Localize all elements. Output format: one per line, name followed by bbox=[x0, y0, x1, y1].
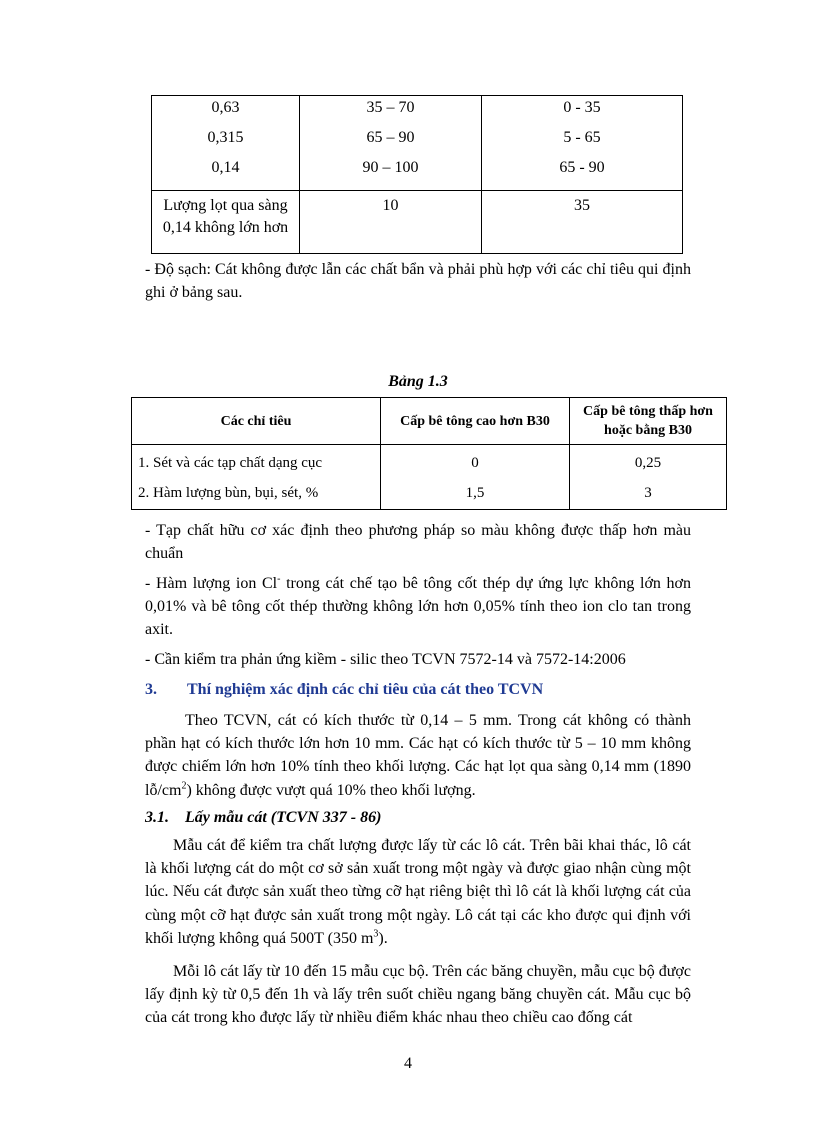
row-label: 0,14 không lớn hơn bbox=[162, 219, 289, 236]
text-span: ). bbox=[378, 929, 388, 947]
table-cell bbox=[482, 96, 683, 191]
table-row bbox=[132, 479, 727, 510]
text-span: ) không được vượt quá 10% theo khối lượng. bbox=[186, 781, 476, 799]
range-value: 65 – 90 bbox=[366, 129, 415, 146]
table-cell: 1,5 bbox=[381, 479, 570, 510]
sieve-size: 0,63 bbox=[211, 99, 240, 116]
section-heading-3 bbox=[145, 678, 691, 701]
range-value: 35 – 70 bbox=[366, 99, 415, 116]
section-number: 3. bbox=[145, 681, 157, 698]
grading-table-continuation bbox=[151, 95, 683, 254]
table-cell bbox=[300, 96, 482, 191]
section-title: Thí nghiệm xác định các chỉ tiêu của cát theo TCVN bbox=[187, 681, 544, 698]
superscript: - bbox=[277, 573, 281, 585]
paragraph-mau-1 bbox=[145, 834, 691, 950]
table-row bbox=[152, 191, 683, 254]
range-value: 0 - 35 bbox=[563, 99, 601, 116]
table-cell bbox=[152, 96, 300, 191]
column-header: Các chỉ tiêu bbox=[132, 398, 381, 445]
superscript: 2 bbox=[181, 780, 187, 792]
text-span: Mẫu cát để kiểm tra chất lượng được lấy từ các lô cát. Trên bãi khai thác, lô cát là khối lượng cát do một cơ sở sản xuất trong một ngày và được giao nhận cùng một lúc. Nếu cát được sản xuất theo từng cỡ hạt riêng biệt thì lô cát là khối lượng cát của cùng một cỡ hạt được sản xuất trong một ngày. Lô cát tại các kho được qui định với khối lượng không quá 500T (350 m bbox=[145, 837, 691, 947]
paragraph-mau-2: Mỗi lô cát lấy từ 10 đến 15 mẫu cục bộ. Trên các băng chuyền, mẫu cục bộ được lấy định kỳ từ 0,5 đến 1h và lấy trên suốt chiều ngang băng chuyền cát. Mẫu cục bộ của cát trong kho được lấy từ nhiều điểm khác nhau theo chiều cao đống cát bbox=[145, 963, 691, 1027]
section-heading-3-1 bbox=[145, 806, 691, 829]
table-cell bbox=[152, 191, 300, 254]
section-title: Lấy mẫu cát (TCVN 337 - 86) bbox=[185, 809, 382, 826]
row-label: 2. Hàm lượng bùn, bụi, sét, % bbox=[132, 479, 381, 510]
column-header: Cấp bê tông cao hơn B30 bbox=[381, 398, 570, 445]
sieve-size: 0,315 bbox=[207, 129, 244, 146]
table-cell: 0,25 bbox=[570, 445, 727, 480]
range-value: 65 - 90 bbox=[559, 159, 605, 176]
paragraph-tap-chat: - Tạp chất hữu cơ xác định theo phương pháp so màu không được thấp hơn màu chuẩn bbox=[145, 522, 691, 563]
range-value: 90 – 100 bbox=[362, 159, 419, 176]
table-cell: 3 bbox=[570, 479, 727, 510]
paragraph-tcvn bbox=[145, 709, 691, 802]
table-cell: 35 bbox=[482, 191, 683, 254]
row-label: Lượng lọt qua sàng bbox=[163, 197, 288, 214]
text-span: Theo TCVN, cát có kích thước từ 0,14 – 5 mm. Trong cát không có thành phần hạt có kích thước lớn hơn 10 mm. Các hạt có kích thước từ 5 – 10 mm không được chiếm lớn hơn 10% tính theo khối lượng. Các hạt lọt qua sàng 0,14 mm (1890 lỗ/cm bbox=[145, 712, 691, 799]
paragraph-do-sach: - Độ sạch: Cát không được lẫn các chất bẩn và phải phù hợp với các chỉ tiêu qui định ghi ở bảng sau. bbox=[145, 261, 691, 302]
sieve-size: 0,14 bbox=[211, 159, 240, 176]
table-caption: Bảng 1.3 bbox=[388, 373, 448, 390]
paragraph-ion bbox=[145, 572, 691, 642]
section-number: 3.1. bbox=[145, 809, 169, 826]
table-header-row bbox=[132, 398, 727, 445]
superscript: 3 bbox=[373, 928, 379, 940]
table-cell: 0 bbox=[381, 445, 570, 480]
table-cell: 10 bbox=[300, 191, 482, 254]
page-number: 4 bbox=[404, 1055, 412, 1072]
range-value: 5 - 65 bbox=[563, 129, 601, 146]
table-row bbox=[152, 96, 683, 191]
text-span: trong cát chế tạo bê tông cốt thép dự ứng lực không lớn hơn 0,01% và bê tông cốt thép thường không lớn hơn 0,05% tính theo ion clo tan trong axit. bbox=[145, 575, 691, 639]
column-header: Cấp bê tông thấp hơn hoặc bằng B30 bbox=[570, 398, 727, 445]
table-row bbox=[132, 445, 727, 480]
paragraph-kiem: - Cần kiểm tra phản ứng kiềm - silic theo TCVN 7572-14 và 7572-14:2006 bbox=[145, 651, 626, 668]
row-label: 1. Sét và các tạp chất dạng cục bbox=[132, 445, 381, 480]
text-span: - Hàm lượng ion Cl bbox=[145, 575, 278, 592]
table-1-3 bbox=[131, 397, 727, 510]
